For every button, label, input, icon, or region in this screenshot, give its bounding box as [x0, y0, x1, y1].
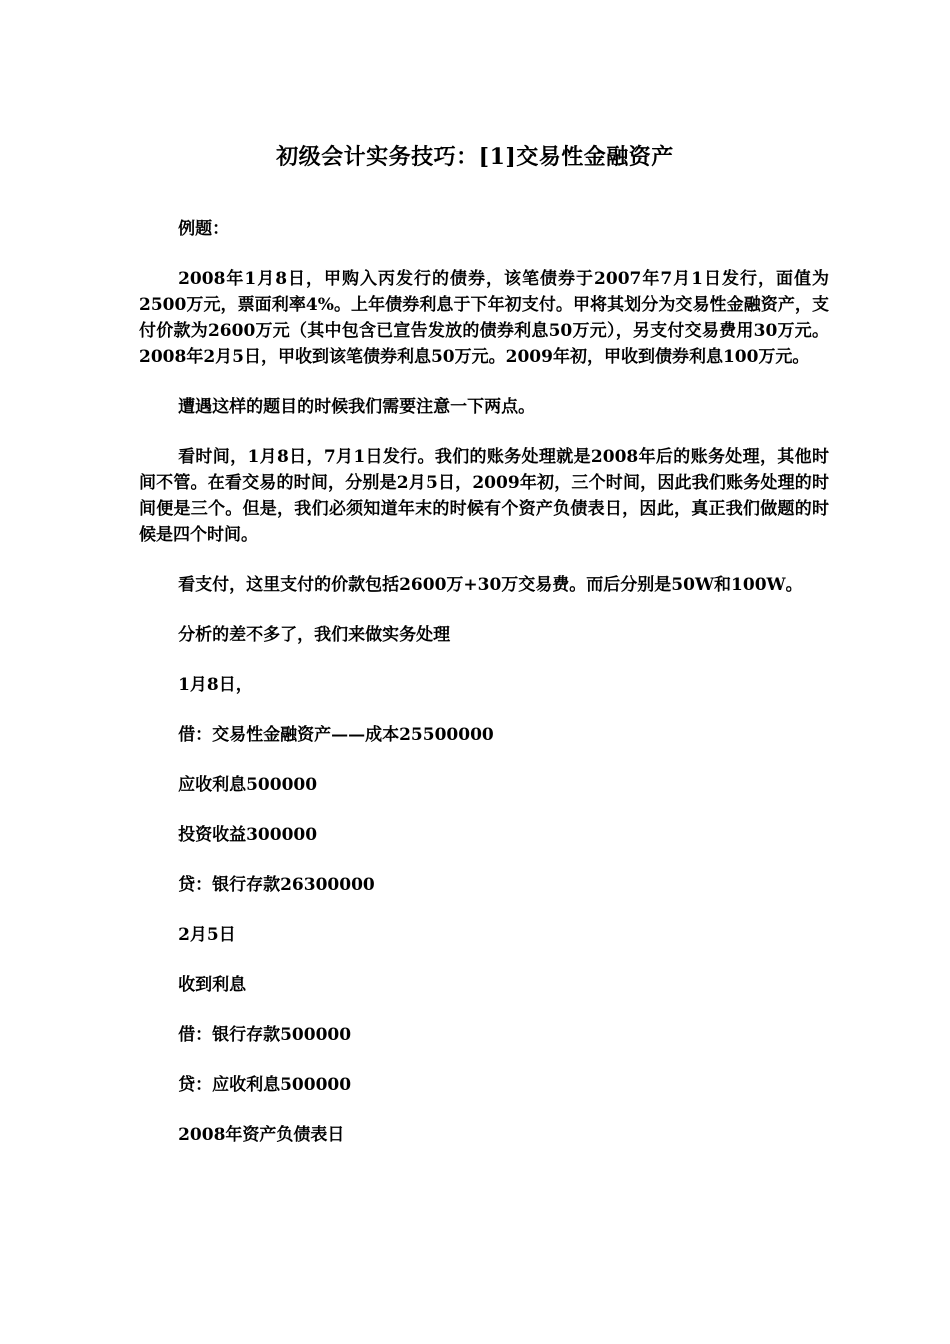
entry-balance-sheet-date: 2008年资产负债表日 [178, 1125, 345, 1145]
paragraph-time-analysis: 看时间，1月8日，7月1日发行。我们的账务处理就是2008年后的账务处理，其他时间不管。在看交易的时间，分别是2月5日，2009年初，三个时间，因此我们账务处理的时间便是三个。但是，我们必须知道年末的时候有个资产负债表日，因此，真正我们做题的时候是四个时间。 [139, 447, 829, 545]
document-body [139, 216, 829, 1172]
paragraph-problem: 2008年1月8日，甲购入丙发行的债券，该笔债券于2007年7月1日发行，面值为2500万元，票面利率4%。上年债券利息于下年初支付。甲将其划分为交易性金融资产，支付价款为2600万元（其中包含已宣告发放的债券利息50万元），另支付交易费用30万元。2008年2月5日，甲收到该笔债券利息50万元。2009年初，甲收到债券利息100万元。 [139, 269, 829, 367]
entry-credit-bank: 贷：银行存款26300000 [178, 875, 375, 895]
entry-debit-trading-asset: 借：交易性金融资产——成本25500000 [178, 725, 494, 745]
entry-interest-receivable: 应收利息500000 [178, 775, 318, 795]
entry-receive-interest: 收到利息 [178, 975, 247, 995]
entry-debit-bank: 借：银行存款500000 [178, 1025, 352, 1045]
entry-investment-income: 投资收益300000 [178, 825, 318, 845]
paragraph-note: 遭遇这样的题目的时候我们需要注意一下两点。 [178, 397, 536, 417]
document-title: 初级会计实务技巧：[1]交易性金融资产 [276, 144, 674, 170]
paragraph-payment-analysis: 看支付，这里支付的价款包括2600万+30万交易费。而后分别是50W和100W。 [178, 575, 803, 595]
entry-date-feb5: 2月5日 [178, 925, 236, 945]
paragraph-transition: 分析的差不多了，我们来做实务处理 [178, 625, 451, 645]
entry-credit-interest-receivable: 贷：应收利息500000 [178, 1075, 352, 1095]
paragraph-example-label: 例题： [178, 219, 230, 239]
entry-date-jan8: 1月8日， [178, 675, 253, 695]
